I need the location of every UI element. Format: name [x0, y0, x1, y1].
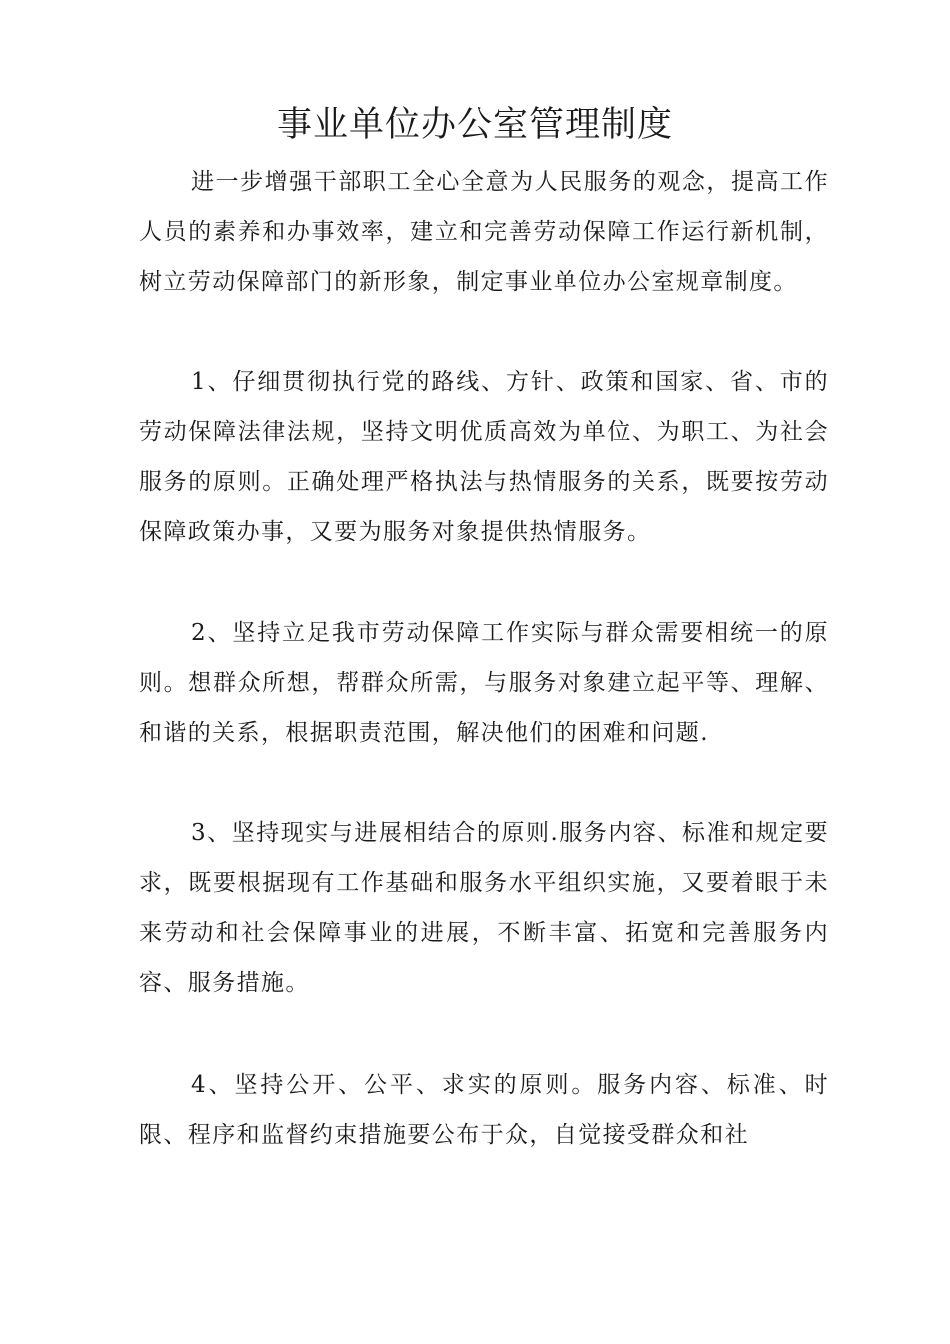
intro-paragraph: 进一步增强干部职工全心全意为人民服务的观念，提高工作人员的素养和办事效率，建立和完善劳动保障工作运行新机制，树立劳动保障部门的新形象，制定事业单位办公室规章制度。	[139, 169, 829, 295]
rule-paragraph-3: 3、坚持现实与进展相结合的原则.服务内容、标准和规定要求，既要根据现有工作基础和服务水平组织实施，又要着眼于未来劳动和社会保障事业的进展，不断丰富、拓宽和完善服务内容、服务措施。	[139, 820, 829, 996]
document-title: 事业单位办公室管理制度	[276, 105, 673, 145]
rule-paragraph-2: 2、坚持立足我市劳动保障工作实际与群众需要相统一的原则。想群众所想，帮群众所需，与服务对象建立起平等、理解、和谐的关系，根据职责范围，解决他们的困难和问题.	[139, 620, 829, 746]
rule-paragraph-1: 1、仔细贯彻执行党的路线、方针、政策和国家、省、市的劳动保障法律法规，坚持文明优质高效为单位、为职工、为社会服务的原则。正确处理严格执法与热情服务的关系，既要按劳动保障政策办事，又要为服务对象提供热情服务。	[139, 369, 829, 545]
rule-paragraph-4: 4、坚持公开、公平、求实的原则。服务内容、标准、时限、程序和监督约束措施要公布于众，自觉接受群众和社	[139, 1072, 829, 1148]
